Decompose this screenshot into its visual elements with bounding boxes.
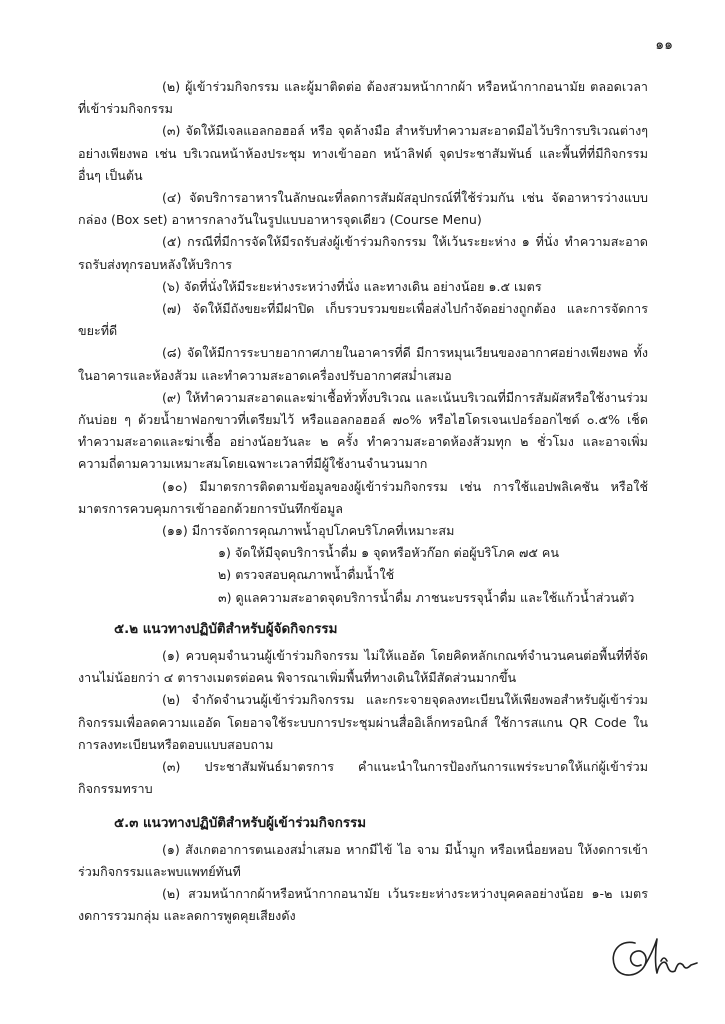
page-body	[78, 76, 648, 928]
paragraph: (๙) ให้ทำความสะอาดและฆ่าเชื้อทั่วทั้งบริเวณ และเน้นบริเวณที่มีการสัมผัสหรือใช้งานร่วมกันบ่อย ๆ ด้วยน้ำยาฟอกขาวที่เตรียมไว้ หรือแอลกอฮอล์ ๗๐% หรือไฮโดรเจนเปอร์ออกไซด์ ๐.๕% เช็ดทำความสะอาดและฆ่าเชื้อ อย่างน้อยวันละ ๒ ครั้ง ทำความสะอาดห้องส้วมทุก ๒ ชั่วโมง และอาจเพิ่มความถี่ตามความเหมาะสมโดยเฉพาะเวลาที่มีผู้ใช้งานจำนวนมาก	[78, 389, 648, 472]
paragraph: (๗) จัดให้มีถังขยะที่มีฝาปิด เก็บรวบรวมขยะเพื่อส่งไปกำจัดอย่างถูกต้อง และการจัดการขยะที่ดี	[78, 301, 648, 339]
paragraph: (๑๑) มีการจัดการคุณภาพน้ำอุปโภคบริโภคที่เหมาะสม	[162, 523, 455, 539]
paragraph: (๑๐) มีมาตรการติดตามข้อมูลของผู้เข้าร่วมกิจกรรม เช่น การใช้แอปพลิเคชัน หรือใช้มาตรการควบคุมการเข้าออกด้วยการบันทึกข้อมูล	[78, 478, 648, 516]
paragraph: (๘) จัดให้มีการระบายอากาศภายในอาคารที่ดี มีการหมุนเวียนของอากาศอย่างเพียงพอ ทั้งในอาคารและห้องส้วม และทำความสะอาดเครื่องปรับอากาศสม่ำเสมอ	[78, 345, 648, 383]
paragraph: (๓) จัดให้มีเจลแอลกอฮอล์ หรือ จุดล้างมือ สำหรับทำความสะอาดมือไว้บริการบริเวณต่างๆ อย่างเพียงพอ เช่น บริเวณหน้าห้องประชุม ทางเข้าออก หน้าลิฟต์ จุดประชาสัมพันธ์ และพื้นที่ที่มีกิจกรรมอื่นๆ เป็นต้น	[78, 123, 648, 183]
paragraph: (๖) จัดที่นั่งให้มีระยะห่างระหว่างที่นั่ง และทางเดิน อย่างน้อย ๑.๕ เมตร	[162, 278, 542, 294]
organizer-item: (๒) จำกัดจำนวนผู้เข้าร่วมกิจกรรม และกระจายจุดลงทะเบียนให้เพียงพอสำหรับผู้เข้าร่วมกิจกรรมเพื่อลดความแออัด โดยอาจใช้ระบบการประชุมผ่านสื่ออิเล็กทรอนิกส์ ใช้การสแกน QR Code ในการลงทะเบียนหรือตอบแบบสอบถาม	[78, 692, 648, 752]
paragraph: (๕) กรณีที่มีการจัดให้มีรถรับส่งผู้เข้าร่วมกิจกรรม ให้เว้นระยะห่าง ๑ ที่นั่ง ทำความสะอาดรถรับส่งทุกรอบหลังให้บริการ	[78, 234, 648, 272]
section-heading-organizer: ๕.๒ แนวทางปฏิบัติสำหรับผู้จัดกิจกรรม	[114, 621, 338, 637]
organizer-item: (๑) ควบคุมจำนวนผู้เข้าร่วมกิจกรรม ไม่ให้แออัด โดยคิดหลักเกณฑ์จำนวนคนต่อพื้นที่ที่จัดงานไม่น้อยกว่า ๔ ตารางเมตรต่อคน พิจารณาเพิ่มพื้นที่ทางเดินให้มีสัดส่วนมากขึ้น	[78, 648, 648, 686]
page-number: ๑๑	[655, 37, 673, 53]
water-item: ๑) จัดให้มีจุดบริการน้ำดื่ม ๑ จุดหรือหัวก๊อก ต่อผู้บริโภค ๗๕ คน	[218, 545, 559, 561]
water-item: ๓) ดูแลความสะอาดจุดบริการน้ำดื่ม ภาชนะบรรจุน้ำดื่ม และใช้แก้วน้ำส่วนตัว	[218, 589, 635, 605]
paragraph: (๔) จัดบริการอาหารในลักษณะที่ลดการสัมผัสอุปกรณ์ที่ใช้ร่วมกัน เช่น จัดอาหารว่างแบบกล่อง (Box set) อาหารกลางวันในรูปแบบอาหารจุดเดียว (Course Menu)	[78, 190, 648, 228]
section-heading-participant: ๕.๓ แนวทางปฏิบัติสำหรับผู้เข้าร่วมกิจกรรม	[114, 815, 367, 831]
participant-item: (๒) สวมหน้ากากผ้าหรือหน้ากากอนามัย เว้นระยะห่างระหว่างบุคคลอย่างน้อย ๑-๒ เมตร งดการรวมกลุ่ม และลดการพูดคุยเสียงดัง	[78, 886, 648, 924]
water-item: ๒) ตรวจสอบคุณภาพน้ำดื่มน้ำใช้	[218, 567, 395, 583]
organizer-item: (๓) ประชาสัมพันธ์มาตรการ คำแนะนำในการป้องกันการแพร่ระบาดให้แก่ผู้เข้าร่วมกิจกรรมทราบ	[78, 759, 648, 797]
paragraph: (๒) ผู้เข้าร่วมกิจกรรม และผู้มาติดต่อ ต้องสวมหน้ากากผ้า หรือหน้ากากอนามัย ตลอดเวลาที่เข้าร่วมกิจกรรม	[78, 79, 648, 117]
signature-image	[605, 935, 700, 985]
participant-item: (๑) สังเกตอาการตนเองสม่ำเสมอ หากมีไข้ ไอ จาม มีน้ำมูก หรือเหนื่อยหอบ ให้งดการเข้าร่วมกิจกรรมและพบแพทย์ทันที	[78, 841, 648, 879]
